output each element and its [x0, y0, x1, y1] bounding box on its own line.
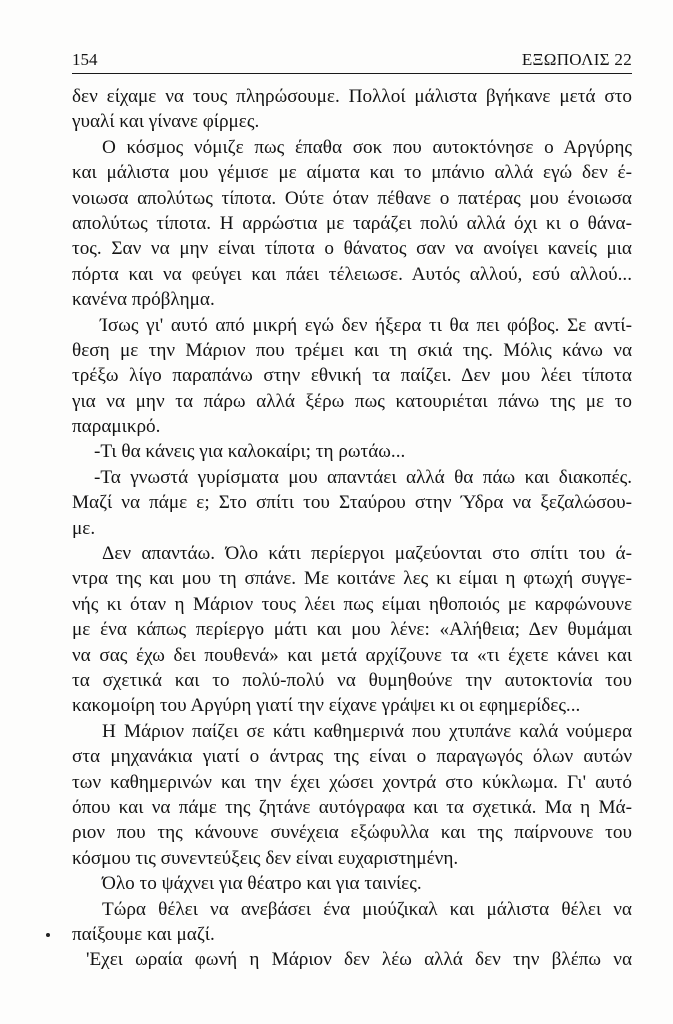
text-line: νής κι όταν η Μάριον τους λέει πως είμαι ηθοποιός με καρφώνουνε — [72, 593, 632, 615]
header-rule — [72, 73, 632, 74]
text-line: Τώρα θέλει να ανεβάσει ένα μιούζικαλ και μάλιστα θέλει να — [102, 898, 632, 920]
text-line: δεν είχαμε να τους πληρώσουμε. Πολλοί μάλιστα βγήκανε μετά στο — [72, 86, 632, 107]
text-line: και μάλιστα μου γέμισε με αίματα και το μπάνιο αλλά εγώ δεν έ- — [72, 162, 632, 184]
text-line: να σας έχω δει πουθενά» και μετά αρχίζουνε τα «τι έχετε κάνει και — [72, 644, 632, 666]
text-line: Ίσως γι' αυτό από μικρή εγώ δεν ήξερα τι θα πει φόβος. Σε αντί- — [100, 314, 632, 336]
text-line: των καθημερινών και την έχει χώσει χοντρά στο κύκλωμα. Γι' αυτό — [72, 771, 632, 793]
text-line: με ένα κάπως περίεργο μάτι και μου λένε: «Αλήθεια; Δεν θυμάμαι — [72, 619, 632, 641]
text-line: Μαζί να πάμε ε; Στο σπίτι του Σταύρου στην Ύδρα να ξεζαλώσου- — [72, 492, 632, 514]
running-head: ΕΞΩΠΟΛΙΣ 22 — [521, 50, 632, 69]
text-line: κανένα πρόβλημα. — [72, 289, 215, 311]
text-line: -Τα γνωστά γυρίσματα μου απαντάει αλλά θα πάω και διακοπές. — [94, 466, 632, 488]
text-line: ντρα της και μου τη σπάνε. Με κοιτάνε λες κι είμαι η φτωχή συγγε- — [72, 568, 632, 590]
text-line: Δεν απαντάω. Όλο κάτι περίεργοι μαζεύονται στο σπίτι του ά- — [102, 543, 632, 565]
body-text — [72, 84, 632, 973]
text-line: όπου και να πάμε της ζητάνε αυτόγραφα και τα σχετικά. Μα η Μά- — [72, 796, 632, 818]
text-line: Όλο το ψάχνει για θέατρο και για ταινίες. — [102, 873, 422, 895]
text-line: ριον που της κάνουνε συνέχεια εξώφυλλα και της παίρνουνε του — [72, 822, 632, 844]
text-line: κόσμου τις συνεντεύξεις δεν είναι ευχαριστημένη. — [72, 847, 459, 869]
margin-dot-mark — [46, 933, 50, 937]
text-line: παίξουμε και μαζί. — [72, 923, 215, 945]
text-line: τος. Σαν να μην είναι τίποτα ο θάνατος σαν να ανοίγει κανείς μια — [72, 238, 632, 260]
text-line: Ο κόσμος νόμιζε πως έπαθα σοκ που αυτοκτόνησε ο Αργύρης — [102, 136, 632, 158]
text-line: τα σχετικά και το πολύ-πολύ να θυμηθούνε την αυτοκτονία του — [72, 669, 632, 691]
text-line: παραμικρό. — [72, 416, 161, 438]
text-line: γυαλί και γίνανε φίρμες. — [72, 111, 260, 133]
text-line: απολύτως τίποτα. Η αρρώστια με ταράζει πολύ αλλά όχι κι ο θάνα- — [72, 212, 632, 234]
page-number: 154 — [72, 50, 98, 69]
text-line: πόρτα και να φεύγει και πάει τέλειωσε. Αυτός αλλού, εσύ αλλού... — [72, 263, 632, 285]
text-line: στα μηχανάκια γιατί ο άντρας της είναι ο παραγωγός όλων αυτών — [72, 746, 632, 768]
text-line: νοιωσα απολύτως τίποτα. Ούτε όταν πέθανε ο πατέρας μου ένοιωσα — [72, 187, 632, 209]
text-line: θεση με την Μάριον που τρέμει και τη σκιά της. Μόλις κάνω να — [72, 339, 632, 361]
text-line: κακομοίρη του Αργύρη γιατί την είχανε γράψει κι οι εφημερίδες... — [72, 695, 581, 717]
text-line: τρέξω λίγο παραπάνω στην εθνική τα παίζει. Δεν μου λέει τίποτα — [72, 365, 632, 387]
text-line: με. — [72, 517, 96, 539]
text-line: -Τι θα κάνεις για καλοκαίρι; τη ρωτάω... — [94, 441, 406, 463]
page-header — [72, 50, 632, 72]
text-line: 'Εχει ωραία φωνή η Μάριον δεν λέω αλλά δεν την βλέπω να — [86, 949, 632, 971]
text-line: Η Μάριον παίζει σε κάτι καθημερινά που χτυπάνε καλά νούμερα — [102, 720, 632, 742]
text-line: για να μην τα πάρω αλλά ξέρω πως κατουριέται πάνω της με το — [72, 390, 632, 412]
